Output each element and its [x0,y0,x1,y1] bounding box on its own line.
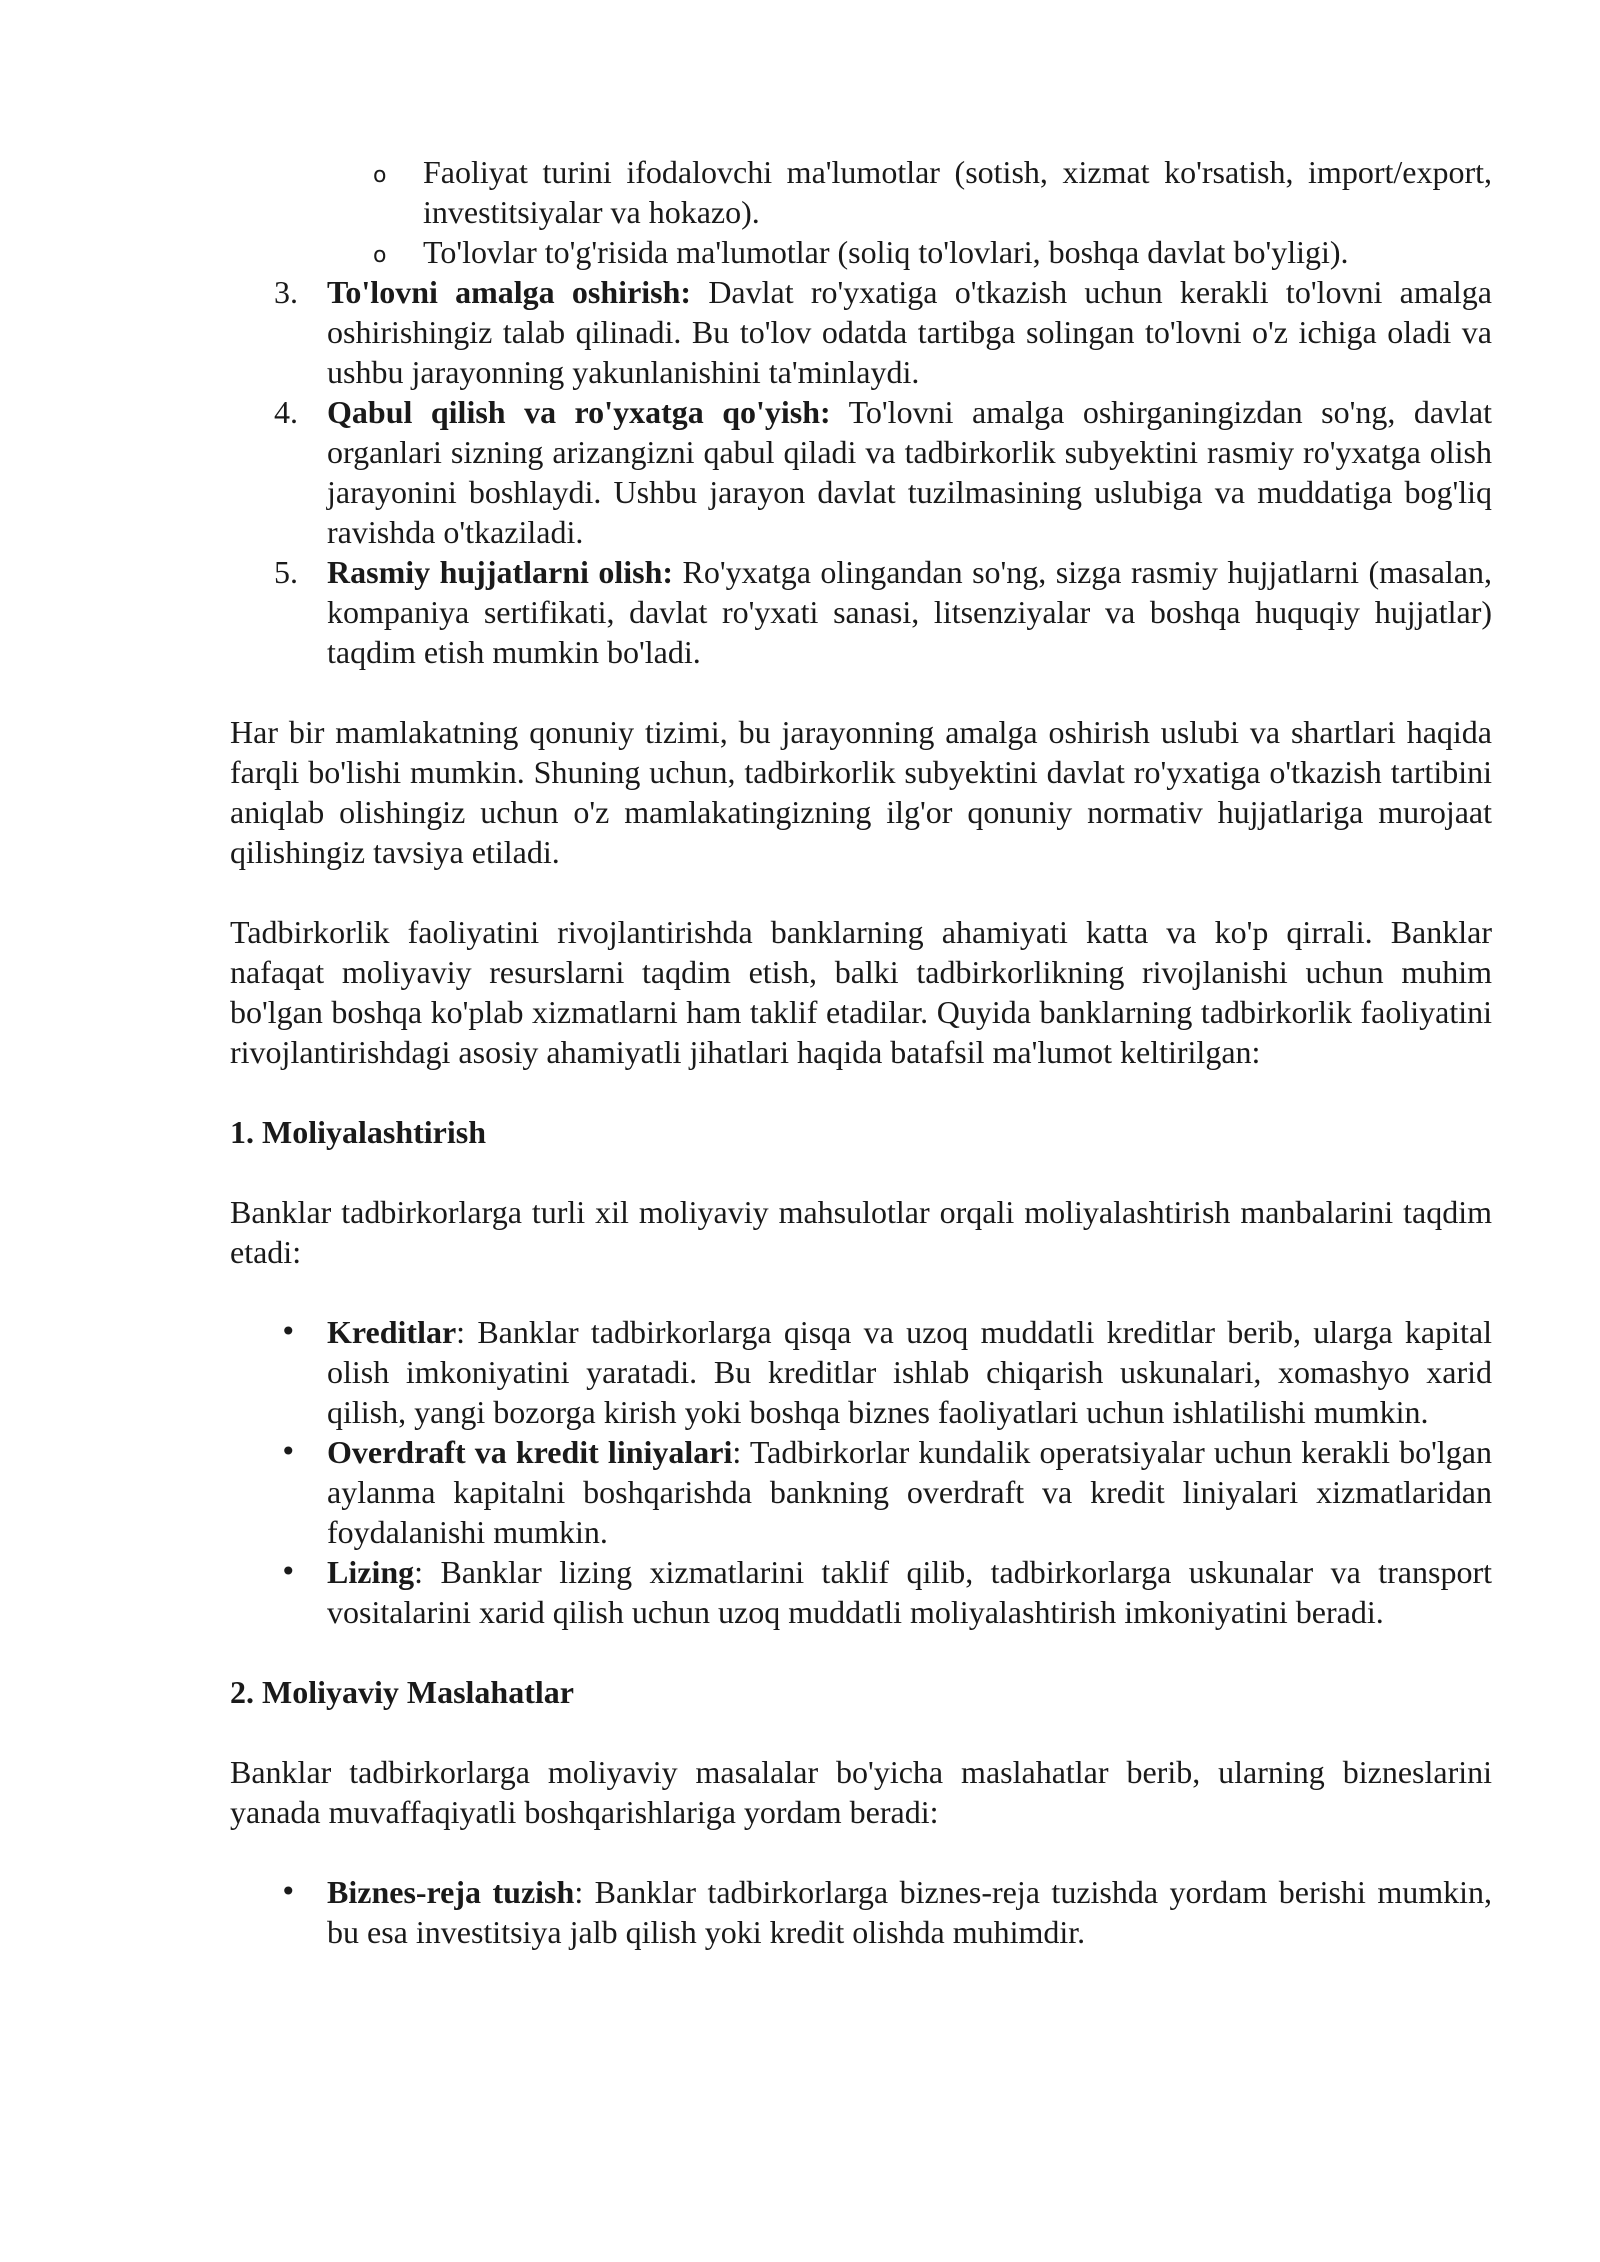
numbered-steps [230,272,1492,672]
document-content [230,152,1492,1952]
list-item: • Kreditlar: Banklar tadbirkorlarga qisqa va uzoq muddatli kreditlar berib, ularga kapital olish imkoniyatini yaratadi. Bu kreditlar ishlab chiqarish uskunalari, xomashyo xarid qilish, yangi bozorga kirish yoki boshqa biznes faoliyatlari uchun ishlatilishi mumkin. [280,1314,1492,1430]
bullet-list [230,1312,1492,1632]
section-heading: 2. Moliyaviy Maslahatlar [230,1674,574,1710]
section-heading: 1. Moliyalashtirish [230,1114,487,1150]
paragraph: Tadbirkorlik faoliyatini rivojlantirishda banklarning ahamiyati katta va ko'p qirrali. Banklar nafaqat moliyaviy resurslarni taqdim etish, balki tadbirkorlikning rivojlanishi uchun muhim bo'lgan boshqa ko'plab xizmatlarni ham taklif etadilar. Quyida banklarning tadbirkorlik faoliyatini rivojlantirishdagi asosiy ahamiyatli jihatlari haqida batafsil ma'lumot keltirilgan: [230,914,1492,1070]
list-item: • Lizing: Banklar lizing xizmatlarini taklif qilib, tadbirkorlarga uskunalar va transport vositalarini xarid qilish uchun uzoq muddatli moliyalashtirish imkoniyatini beradi. [280,1554,1492,1630]
list-item: 3. To'lovni amalga oshirish: Davlat ro'yxatiga o'tkazish uchun kerakli to'lovni amalga oshirishingiz talab qilinadi. Bu to'lov odatda tartibga solingan to'lovni o'z ichiga oladi va ushbu jarayonning yakunlanishini ta'minlaydi. [274,274,1492,390]
bullet-icon: • [280,1435,297,1468]
list-item: o To'lovlar to'g'risida ma'lumotlar (soliq to'lovlari, boshqa davlat bo'yligi). [230,232,1492,272]
list-item: o Faoliyat turini ifodalovchi ma'lumotlar (sotish, xizmat ko'rsatish, import/export, investitsiyalar va hokazo). [373,154,1492,230]
list-item: 5. Rasmiy hujjatlarni olish: Ro'yxatga olingandan so'ng, sizga rasmiy hujjatlarni (masalan, kompaniya sertifikati, davlat ro'yxati sanasi, litsenziyalar va boshqa huquqiy hujjatlar) taqdim etish mumkin bo'ladi. [274,554,1493,670]
bullet-list [230,1872,1492,1952]
list-item: • Overdraft va kredit liniyalari: Tadbirkorlar kundalik operatsiyalar uchun kerakli bo'lgan aylanma kapitalni boshqarishda bankning overdraft va kredit liniyalari xizmatlaridan foydalanishi mumkin. [280,1434,1493,1550]
circle-bullet-icon: o [373,243,387,268]
bullet-icon: • [280,1315,297,1348]
paragraph: Banklar tadbirkorlarga moliyaviy masalalar bo'yicha maslahatlar berib, ularning bizneslarini yanada muvaffaqiyatli boshqarishlariga yordam beradi: [230,1754,1492,1830]
bullet-icon: • [280,1555,297,1588]
sub-list [230,152,1492,272]
circle-bullet-icon: o [373,163,387,188]
bullet-icon: • [280,1875,297,1908]
paragraph: Banklar tadbirkorlarga turli xil moliyaviy mahsulotlar orqali moliyalashtirish manbalarini taqdim etadi: [230,1194,1492,1270]
list-item: 4. Qabul qilish va ro'yxatga qo'yish: To'lovni amalga oshirganingizdan so'ng, davlat organlari sizning arizangizni qabul qiladi va tadbirkorlik subyektini rasmiy ro'yxatga olish jarayonini boshlaydi. Ushbu jarayon davlat tuzilmasining uslubiga va muddatiga bog'liq ravishda o'tkaziladi. [274,394,1492,550]
list-item: • Biznes-reja tuzish: Banklar tadbirkorlarga biznes-reja tuzishda yordam berishi mumkin, bu esa investitsiya jalb qilish yoki kredit olishda muhimdir. [280,1874,1493,1950]
paragraph: Har bir mamlakatning qonuniy tizimi, bu jarayonning amalga oshirish uslubi va shartlari haqida farqli bo'lishi mumkin. Shuning uchun, tadbirkorlik subyektini davlat ro'yxatiga o'tkazish tartibini aniqlab olishingiz uchun o'z mamlakatingizning ilg'or qonuniy normativ hujjatlariga murojaat qilishingiz tavsiya etiladi. [230,714,1492,870]
